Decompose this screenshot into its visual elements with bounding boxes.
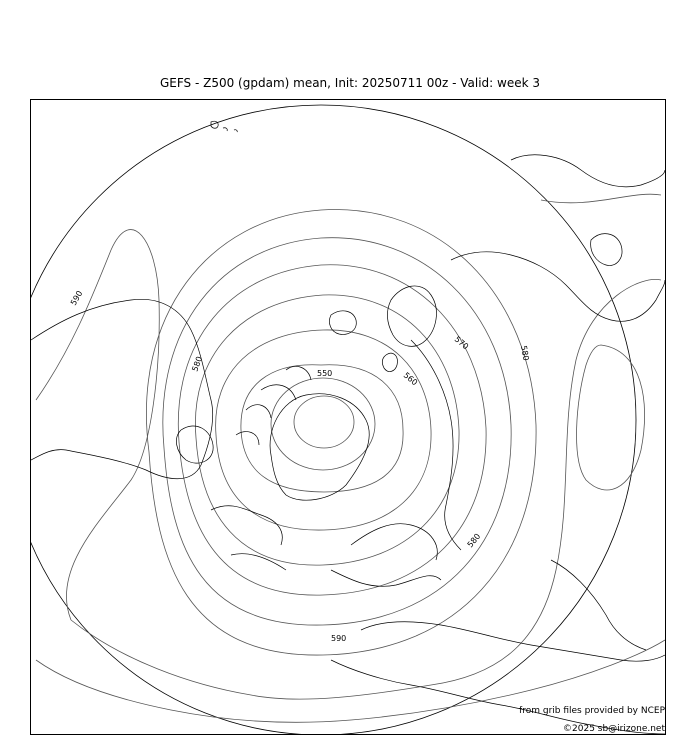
north-america-coast — [31, 299, 213, 478]
contour-label-560: 560 — [401, 370, 420, 388]
contour-560 — [216, 330, 431, 530]
scandinavia-coast — [387, 286, 436, 346]
contour-label-580-west: 580 — [190, 355, 205, 373]
map-frame — [30, 99, 666, 735]
contour-label-590-nw: 590 — [68, 289, 85, 307]
coastlines — [31, 121, 665, 734]
africa-coast — [331, 660, 665, 734]
contour-580 — [146, 210, 536, 656]
hudson-bay — [176, 426, 213, 463]
europe-coast — [451, 252, 665, 322]
siberia-coast — [331, 524, 441, 587]
asia-coast-east — [511, 155, 665, 187]
contours — [36, 194, 665, 722]
contour-ring — [271, 378, 375, 470]
arabia-india-coast — [551, 560, 646, 650]
hawaii-islands — [211, 121, 237, 132]
mediterranean-coast — [361, 622, 665, 661]
contour-590-east — [577, 345, 645, 490]
eurasia-coast-north — [411, 340, 461, 550]
map-title: GEFS - Z500 (gpdam) mean, Init: 20250711 00z - Valid: week 3 — [159, 76, 541, 90]
data-source-credit: from grib files provided by NCEP — [519, 706, 665, 716]
contour-ring-5 — [195, 295, 459, 565]
contour-label-570: 570 — [452, 334, 471, 352]
contour-label-580-atlantic: 580 — [465, 531, 483, 550]
contour-label-590-mediterranean: 590 — [331, 634, 347, 643]
japan-coast — [591, 234, 622, 266]
contour-label-550: 550 — [317, 369, 333, 378]
contour-ring — [294, 396, 354, 448]
greenland-coast — [270, 394, 369, 500]
copyright-credit: ©2025 sb@irizone.net — [563, 724, 665, 734]
z500-map — [31, 100, 665, 734]
contour-label-580-east: 580 — [519, 344, 531, 362]
contour-550 — [241, 365, 403, 492]
british-isles — [382, 353, 397, 371]
canadian-arctic-islands — [236, 366, 311, 445]
